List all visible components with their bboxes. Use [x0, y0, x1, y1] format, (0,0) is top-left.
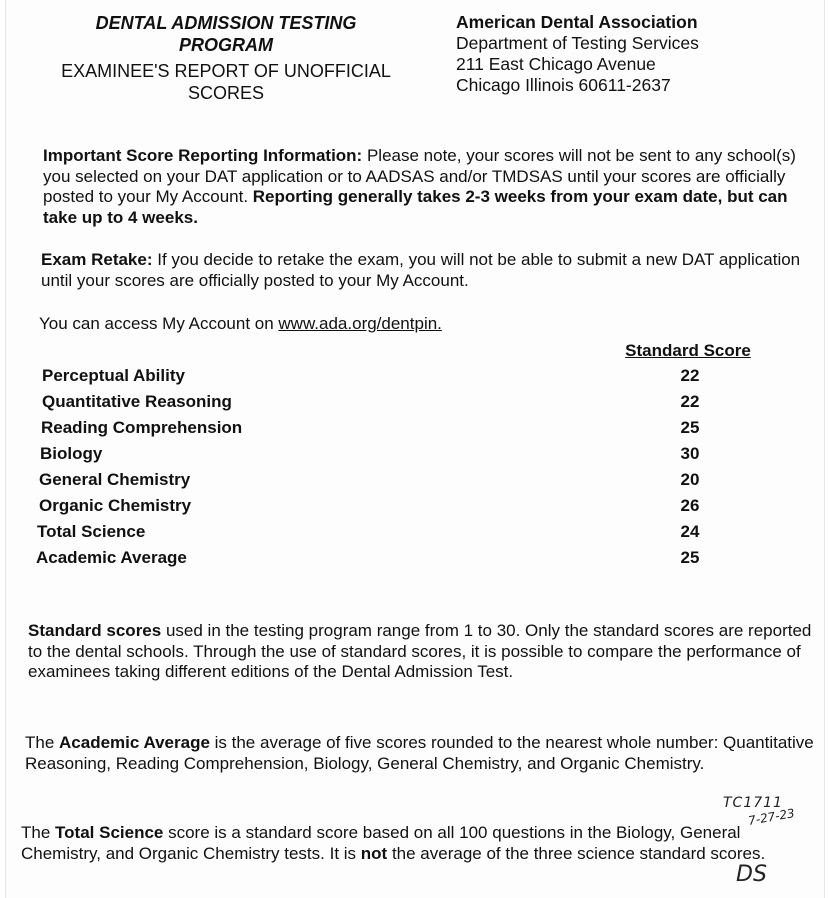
standard-scores-body: used in the testing program range from 1 to 30. Only the standard scores are reported to the dental schools. Through the use of standard scores, it is possible to compare the performance of examinees taking different editions of the Dental Admission Test. — [28, 621, 812, 681]
score-value: 30 — [680, 444, 700, 463]
score-row — [6, 441, 824, 467]
account-access-text: You can access My Account on — [39, 314, 279, 333]
important-info-lead: Important Score Reporting Information: — [43, 146, 363, 165]
retake-lead: Exam Retake: — [41, 250, 153, 269]
program-header — [51, 12, 401, 104]
academic-average-body: is the average of five scores rounded to the nearest whole number: Quantitative Reasoning, Reading Comprehension, Biology, General Chemistry, and Organic Chemistry. — [25, 733, 814, 773]
organization-city: Chicago Illinois 60611-2637 — [456, 75, 671, 95]
important-info-timing: Reporting generally takes 2-3 weeks from your exam date, but can take up to 4 weeks. — [43, 187, 788, 227]
report-title: EXAMINEE'S REPORT OF UNOFFICIAL SCORES — [61, 61, 391, 103]
standard-scores-paragraph — [28, 621, 818, 683]
standard-score-heading: Standard Score — [625, 341, 751, 360]
handwritten-initials: DS — [736, 862, 767, 887]
handwritten-date: 7-27-23 — [747, 806, 796, 828]
organization-department: Department of Testing Services — [456, 33, 699, 53]
organization-name: American Dental Association — [456, 12, 698, 32]
important-info-body: Please note, your scores will not be sent to any school(s) you selected on your DAT application or to AADSAS and/or TMDSAS until your scores are officially posted to your My Account. — [43, 146, 796, 206]
score-value: 22 — [680, 392, 700, 411]
total-science-not: not — [360, 843, 388, 863]
score-row — [6, 493, 824, 519]
handwritten-code: TC1711 — [723, 795, 783, 811]
score-label: Biology — [40, 444, 103, 463]
academic-average-paragraph: The Academic Average is the average of five scores rounded to the nearest whole number: Quantitative Reasoning, Reading Comprehension, Biology, General Chemistry, and Organic Chemistry. — [25, 733, 814, 773]
score-label: Reading Comprehension — [41, 418, 243, 437]
score-label: Total Science — [37, 522, 146, 541]
retake-paragraph — [41, 250, 811, 291]
score-report-page — [5, 0, 825, 898]
standard-scores-lead: Standard scores — [28, 621, 162, 640]
score-label: Quantitative Reasoning — [42, 392, 232, 411]
score-value: 22 — [680, 366, 700, 385]
account-access-paragraph — [39, 314, 809, 335]
academic-average-lead: Academic Average — [59, 733, 210, 752]
important-info-paragraph — [43, 146, 813, 228]
retake-body: If you decide to retake the exam, you will not be able to submit a new DAT application until your scores are officially posted to your My Account. — [41, 250, 801, 290]
score-row — [6, 389, 824, 415]
score-label: Organic Chemistry — [39, 496, 192, 515]
total-science-paragraph: The Total Science score is a standard score based on all 100 questions in the Biology, General Chemistry, and Organic Chemistry tests. It is not the average of the three science standard scores. — [21, 823, 766, 863]
organization-address — [456, 12, 699, 96]
score-row — [6, 467, 824, 493]
score-row — [6, 545, 824, 571]
score-value: 26 — [680, 496, 700, 515]
score-row — [6, 519, 824, 545]
organization-street: 211 East Chicago Avenue — [456, 54, 656, 74]
score-label: Perceptual Ability — [42, 366, 185, 385]
score-label: General Chemistry — [39, 470, 191, 489]
total-science-lead: Total Science — [55, 823, 164, 842]
score-value: 20 — [680, 470, 700, 489]
score-row — [6, 363, 824, 389]
program-title: DENTAL ADMISSION TESTING PROGRAM — [95, 13, 357, 55]
score-value: 24 — [680, 522, 700, 541]
account-link[interactable]: www.ada.org/dentpin. — [278, 314, 442, 333]
score-value: 25 — [680, 418, 700, 437]
score-value: 25 — [680, 548, 700, 567]
score-row — [6, 415, 824, 441]
score-label: Academic Average — [36, 548, 187, 567]
